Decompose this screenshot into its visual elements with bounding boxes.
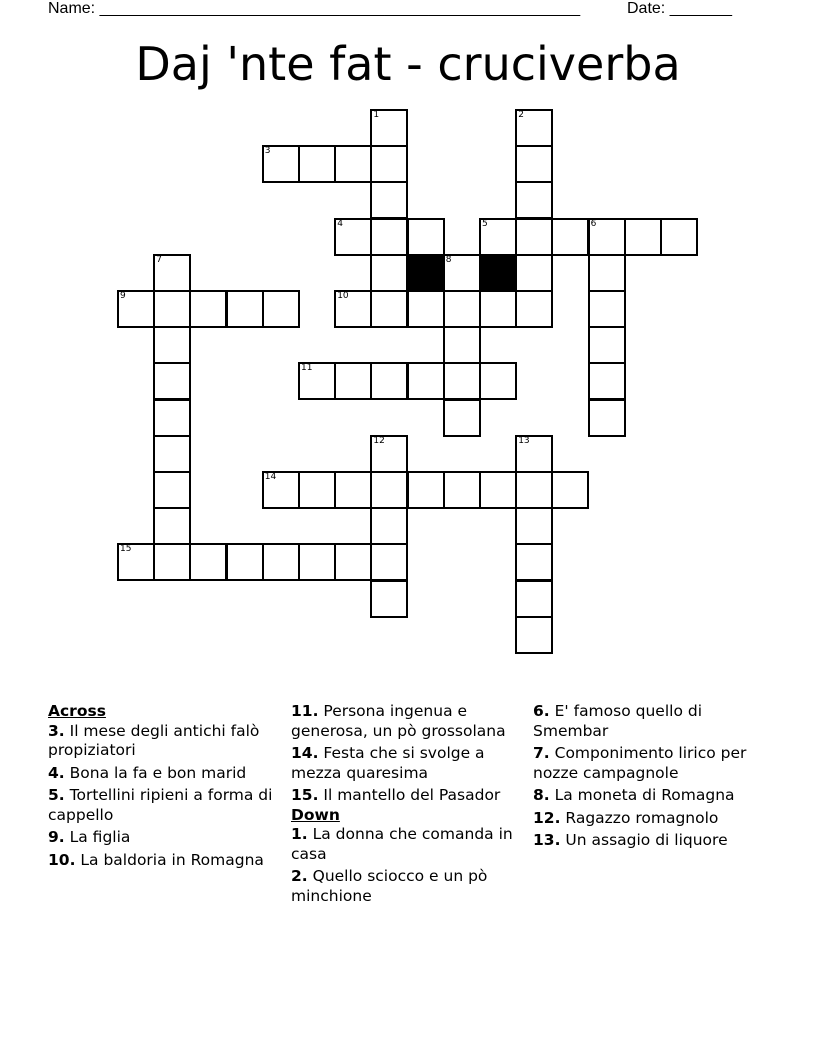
grid-cell[interactable] [371,291,407,327]
grid-cell[interactable] [263,472,299,508]
grid-cell[interactable] [299,544,335,580]
grid-cell[interactable] [480,291,516,327]
grid-cell[interactable] [444,255,480,291]
grid-cell[interactable] [516,219,552,255]
clues-column-1 [48,702,278,873]
grid-cell[interactable] [335,291,371,327]
grid-cell[interactable] [516,291,552,327]
grid-cell[interactable] [154,472,190,508]
grid-cell[interactable] [154,508,190,544]
grid-cell[interactable] [154,327,190,363]
grid-cell[interactable] [371,436,407,472]
clues-column-2 [291,702,521,909]
clue-number: 13 [518,435,530,446]
grid-cell[interactable] [516,255,552,291]
clue-number: 1 [373,110,380,120]
grid-cell[interactable] [335,219,371,255]
grid-cell[interactable] [154,255,190,291]
grid-cell[interactable] [480,472,516,508]
grid-cell[interactable] [625,219,661,255]
grid-cell[interactable] [371,363,407,399]
name-label: Name: ______________________________________________________ [48,0,581,17]
grid-cell[interactable] [299,146,335,182]
grid-cell[interactable] [408,472,444,508]
clue-number: 10 [337,291,349,301]
grid-cell[interactable] [408,363,444,399]
clue-down-8: 8. La moneta di Romagna [533,786,735,804]
grid-cell[interactable] [371,110,407,146]
grid-cell[interactable] [480,219,516,255]
grid-cell[interactable] [371,581,407,617]
clue-number: 8 [445,254,452,265]
grid-cell[interactable] [371,544,407,580]
grid-cell[interactable] [444,472,480,508]
grid-cell[interactable] [589,219,625,255]
clue-across-15: 15. Il mantello del Pasador [291,786,501,804]
grid-cell[interactable] [154,544,190,580]
clue-number: 14 [264,472,277,482]
grid-cell[interactable] [371,255,407,291]
clue-across-5: 5. Tortellini ripieni a forma di cappello [48,786,273,824]
clue-across-9: 9. La figlia [48,828,131,846]
clues-column-3 [533,702,763,854]
grid-cell[interactable] [589,400,625,436]
grid-cell[interactable] [516,508,552,544]
grid-cell[interactable] [589,291,625,327]
grid-cell[interactable] [227,544,263,580]
grid-cell[interactable] [299,363,335,399]
grid-block [480,255,516,291]
grid-cell[interactable] [371,219,407,255]
clue-number: 11 [301,363,313,374]
grid-cell[interactable] [480,363,516,399]
grid-cell[interactable] [516,581,552,617]
grid-cell[interactable] [118,291,154,327]
grid-cell[interactable] [371,182,407,218]
clue-number: 7 [156,254,162,265]
grid-cell[interactable] [335,363,371,399]
grid-cell[interactable] [371,472,407,508]
grid-cell[interactable] [190,291,226,327]
clue-number: 15 [120,544,132,555]
grid-block [408,255,444,291]
grid-cell[interactable] [516,182,552,218]
clue-number: 9 [120,291,126,301]
clue-number: 12 [373,435,385,446]
grid-cell[interactable] [335,544,371,580]
grid-cell[interactable] [589,255,625,291]
grid-cell[interactable] [516,146,552,182]
page-title: Daj 'nte fat - cruciverba [135,37,681,91]
grid-cell[interactable] [154,363,190,399]
grid-cell[interactable] [118,544,154,580]
grid-cell[interactable] [444,400,480,436]
grid-cell[interactable] [154,400,190,436]
clue-down-2: 2. Quello sciocco e un pò minchione [291,867,488,905]
grid-cell[interactable] [516,617,552,653]
grid-cell[interactable] [299,472,335,508]
grid-cell[interactable] [263,291,299,327]
grid-cell[interactable] [516,436,552,472]
grid-cell[interactable] [444,327,480,363]
clue-down-13: 13. Un assagio di liquore [533,831,728,849]
grid-cell[interactable] [552,219,588,255]
grid-cell[interactable] [371,146,407,182]
grid-cell[interactable] [444,363,480,399]
down-heading: Down [291,805,340,824]
clue-number: 2 [518,110,524,120]
grid-cell[interactable] [661,219,697,255]
grid-cell[interactable] [371,508,407,544]
grid-cell[interactable] [263,544,299,580]
grid-cell[interactable] [154,436,190,472]
grid-cell[interactable] [516,110,552,146]
clue-down-12: 12. Ragazzo romagnolo [533,808,719,827]
across-heading: Across [48,702,106,720]
clue-number: 5 [482,218,488,229]
clue-across-11: 11. Persona ingenua e generosa, un pò grossolana [291,702,506,740]
date-label: Date: _______ [627,0,732,17]
grid-cell[interactable] [190,544,226,580]
clue-across-14: 14. Festa che si svolge a mezza quaresima [291,744,485,782]
clue-number: 3 [264,146,271,157]
clue-down-7: 7. Componimento lirico per nozze campagnole [533,744,747,782]
clue-across-3: 3. Il mese degli antichi falò propiziatori [48,721,260,759]
grid-cell[interactable] [589,327,625,363]
grid-cell[interactable] [154,291,190,327]
grid-cell[interactable] [516,472,552,508]
grid-cell[interactable] [589,363,625,399]
grid-cell[interactable] [335,146,371,182]
grid-cell[interactable] [552,472,588,508]
clue-number: 4 [337,218,343,229]
clue-across-10: 10. La baldoria in Romagna [48,850,264,869]
grid-cell[interactable] [335,472,371,508]
grid-cell[interactable] [408,219,444,255]
clue-down-6: 6. E' famoso quello di Smembar [533,702,702,740]
grid-cell[interactable] [516,544,552,580]
clue-number: 6 [590,218,597,229]
clue-down-1: 1. La donna che comanda in casa [291,825,513,863]
grid-cell[interactable] [444,291,480,327]
grid-cell[interactable] [408,291,444,327]
grid-cell[interactable] [263,146,299,182]
clue-across-4: 4. Bona la fa e bon marid [48,763,247,782]
grid-cell[interactable] [227,291,263,327]
